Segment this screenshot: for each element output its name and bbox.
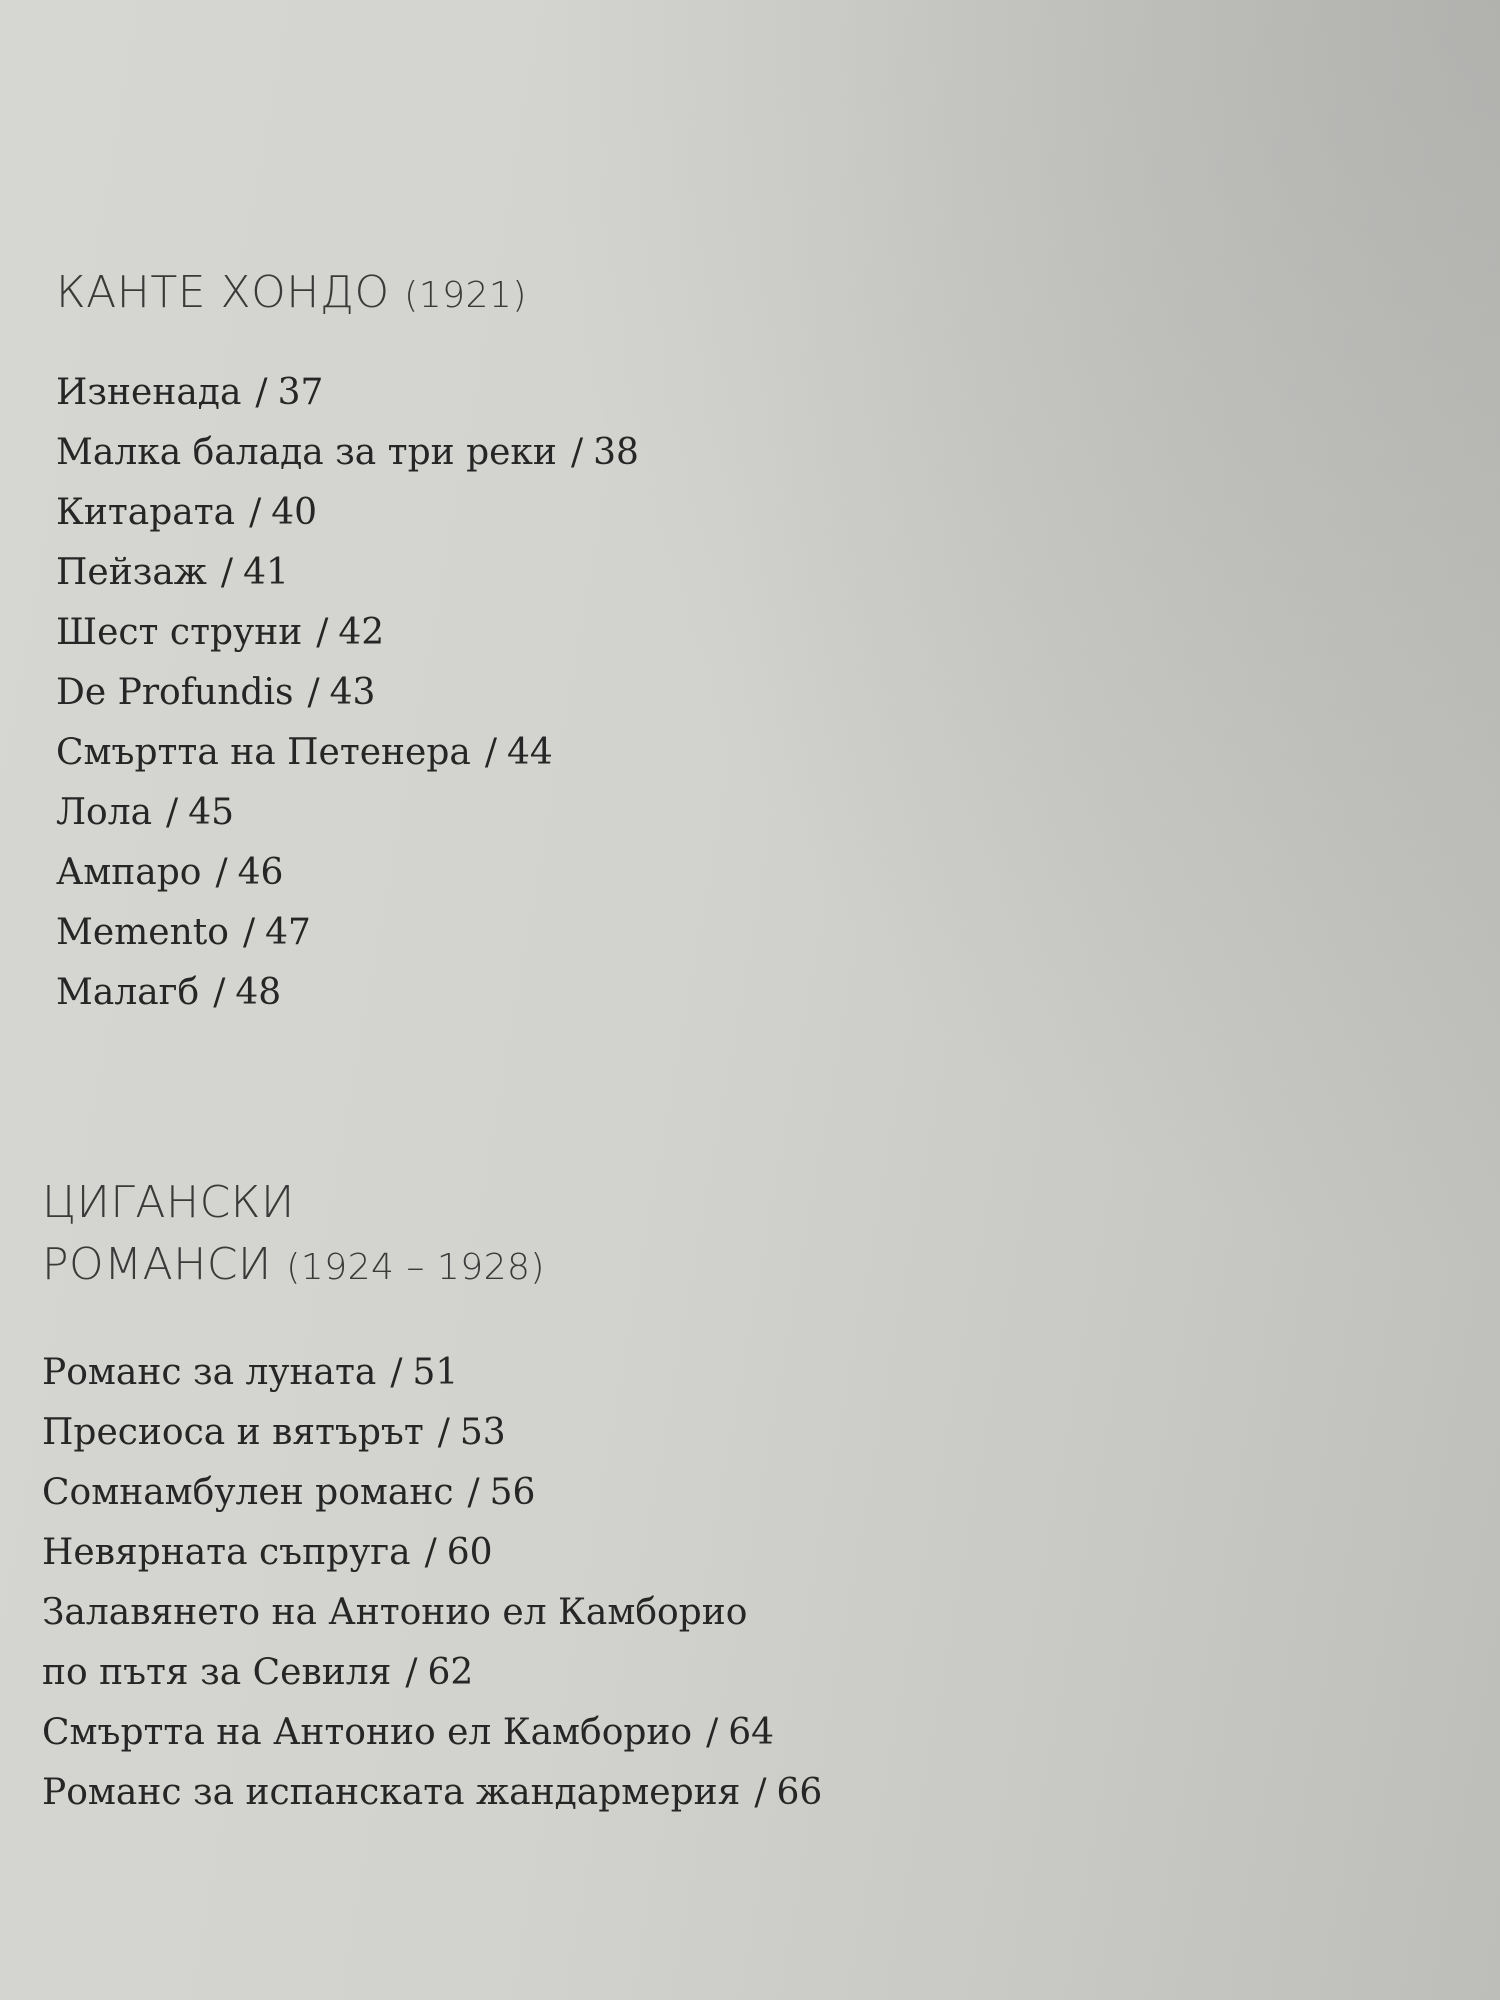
entry-title: Пресиоса и вятърът [42,1412,424,1453]
toc-entry [56,543,1156,603]
page-number: 37 [277,372,324,413]
heading-line: ЦИГАНСКИ [42,1177,295,1228]
separator: / [424,1532,437,1573]
entry-title-line [42,1643,1142,1703]
entry-title-line: Залавянето на Антонио ел Камборио [42,1592,748,1633]
page-number: 46 [237,852,284,893]
toc-entry [56,363,1156,423]
page-number: 64 [728,1712,775,1753]
page-number: 56 [489,1472,536,1513]
toc-entry [42,1343,1142,1403]
entry-title: De Profundis [56,672,294,713]
heading-year: (1924 – 1928) [286,1247,545,1288]
entry-title: по пътя за Севиля [42,1652,392,1693]
page-number: 42 [338,612,385,653]
toc-entry [56,423,1156,483]
separator: / [249,492,262,533]
toc-entry [42,1763,1142,1823]
toc-entry [42,1463,1142,1523]
toc-entry [42,1523,1142,1583]
page-number: 43 [329,672,376,713]
page-number: 38 [593,432,639,473]
separator: / [307,672,320,713]
toc-entry [56,603,1156,663]
heading-year: (1921) [404,275,527,316]
toc-section-kante-hondo [56,262,1156,1023]
page-number: 45 [188,792,234,833]
section-heading [42,1172,1142,1299]
page-number: 60 [446,1532,493,1573]
entry-title: Лола [56,792,153,833]
toc-entry [56,783,1156,843]
separator: / [166,792,179,833]
page-number: 48 [235,972,282,1013]
toc-entry [42,1703,1142,1763]
toc-entry [42,1583,1142,1703]
page-number: 53 [459,1412,506,1453]
separator: / [405,1652,418,1693]
page-number: 40 [271,492,318,533]
separator: / [484,732,498,773]
toc-entry [56,903,1156,963]
toc-entry [56,843,1156,903]
entry-title: Изненада [56,372,242,413]
entry-title: Романс за испанската жандармерия [42,1772,741,1813]
separator: / [316,612,329,653]
separator: / [467,1472,480,1513]
separator: / [220,552,234,593]
entry-title: Шест струни [56,612,303,653]
entry-title: Смъртта на Петенера [56,732,471,773]
page-number: 41 [243,552,289,593]
separator: / [255,372,268,413]
heading-line [56,262,1156,327]
page-number: 66 [776,1772,823,1813]
separator: / [242,912,256,953]
entry-title: Сомнамбулен романс [42,1472,454,1513]
entry-title: Пейзаж [56,552,207,593]
toc-entry [56,963,1156,1023]
toc-entry [56,663,1156,723]
toc-entry [56,723,1156,783]
separator: / [754,1772,767,1813]
heading-title: КАНТЕ ХОНДО [56,267,390,318]
page-number: 62 [427,1652,474,1693]
separator: / [706,1712,719,1753]
toc-section-gypsy-ballads [42,1172,1142,1823]
entry-title: Китарата [56,492,236,533]
entry-title: Романс за луната [42,1352,377,1393]
separator: / [215,852,228,893]
page-number: 47 [265,912,311,953]
heading-line [42,1234,1142,1299]
entry-title: Малагб [56,972,200,1013]
section-heading [56,262,1156,327]
heading-title: РОМАНСИ [42,1239,272,1290]
entry-title: Ампаро [56,852,202,893]
entry-title: Memento [56,912,229,953]
toc-entry [56,483,1156,543]
separator: / [213,972,226,1013]
toc-entry [42,1403,1142,1463]
toc-list [56,363,1156,1023]
page-number: 44 [507,732,553,773]
page-number: 51 [412,1352,459,1393]
separator: / [390,1352,403,1393]
entry-title: Смъртта на Антонио ел Камборио [42,1712,693,1753]
separator: / [570,432,584,473]
toc-list [42,1343,1142,1823]
entry-title: Малка балада за три реки [56,432,557,473]
separator: / [437,1412,450,1453]
entry-title: Невярната съпруга [42,1532,411,1573]
